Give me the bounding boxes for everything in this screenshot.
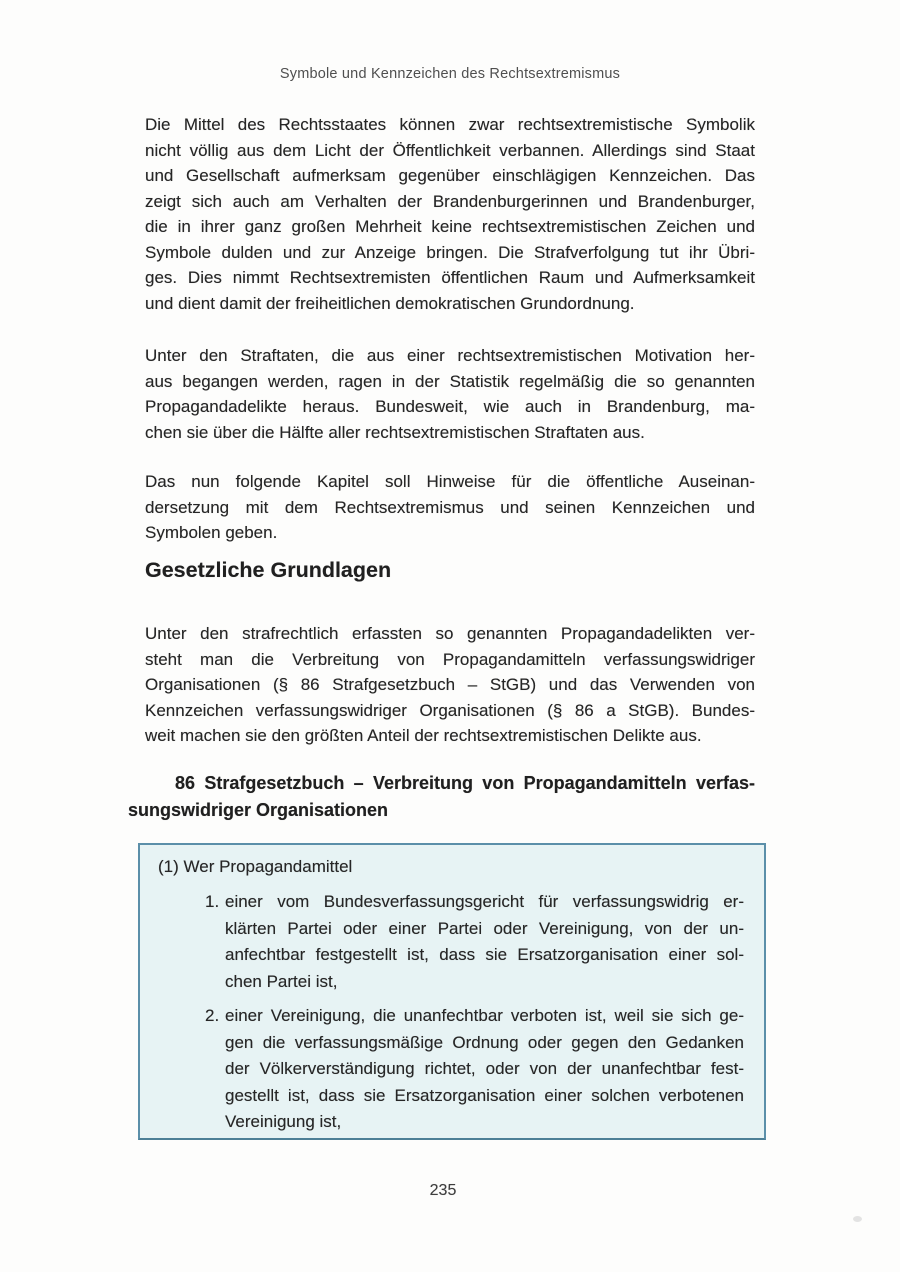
text-line: steht man die Verbreitung von Propagandamitteln verfassungswidriger bbox=[145, 649, 755, 669]
paragraph-propagandadelikte bbox=[145, 621, 755, 749]
text-line: aus begangen werden, ragen in der Statistik regelmäßig die so genannten bbox=[145, 371, 755, 391]
text-line: anfechtbar festgestellt ist, dass sie Ersatzorganisation einer sol- bbox=[225, 945, 744, 964]
text-line: Organisationen (§ 86 Strafgesetzbuch – StGB) und das Verwenden von bbox=[145, 675, 755, 694]
text-line: weit machen sie den größten Anteil der rechtsextremistischen Delikte aus. bbox=[145, 726, 702, 745]
text-line: Unter den Straftaten, die aus einer rechtsextremistischen Motivation her- bbox=[145, 346, 755, 365]
text-line: und dient damit der freiheitlichen demokratischen Grundordnung. bbox=[145, 293, 635, 313]
text-line: einer vom Bundesverfassungsgericht für verfassungswidrig er- bbox=[225, 892, 744, 911]
text-line: Vereinigung ist, bbox=[225, 1112, 342, 1131]
paragraph-intro bbox=[145, 112, 755, 316]
text-line: Symbole dulden und zur Anzeige bringen. Die Strafverfolgung tut ihr Übri- bbox=[145, 242, 755, 262]
text-line: Unter den strafrechtlich erfassten so genannten Propagandadelikten ver- bbox=[145, 624, 755, 643]
paragraph-straftaten bbox=[145, 343, 755, 445]
text-line: klärten Partei oder einer Partei oder Vereinigung, von der un- bbox=[225, 918, 744, 938]
text-line: Die Mittel des Rechtsstaates können zwar rechtsextremistische Symbolik bbox=[145, 115, 755, 134]
text-line: Propagandadelikte heraus. Bundesweit, wie auch in Brandenburg, ma- bbox=[145, 397, 755, 416]
text-line: Das nun folgende Kapitel soll Hinweise für die öffentliche Auseinan- bbox=[145, 472, 755, 491]
text-line: gestellt ist, dass sie Ersatzorganisation einer solchen verbotenen bbox=[225, 1085, 744, 1105]
page-number: 235 bbox=[429, 1182, 457, 1199]
text-line: die in ihrer ganz großen Mehrheit keine rechtsextremistischen Zeichen und bbox=[145, 217, 755, 236]
text-line: ges. Dies nimmt Rechtsextremisten öffentlichen Raum und Aufmerksamkeit bbox=[145, 268, 755, 287]
text-line: 86 Strafgesetzbuch – Verbreitung von Propagandamitteln verfas- bbox=[175, 773, 755, 793]
text-line: zeigt sich auch am Verhalten der Brandenburgerinnen und Brandenburger, bbox=[145, 191, 755, 211]
law-item-text bbox=[225, 889, 744, 995]
paragraph-kapitel bbox=[145, 469, 755, 546]
text-line: nicht völlig aus dem Licht der Öffentlichkeit verbannen. Allerdings sind Staat bbox=[145, 140, 755, 160]
law-item-number: 2. bbox=[205, 1006, 220, 1025]
text-line: und Gesellschaft aufmerksam gegenüber einschlägigen Kennzeichen. Das bbox=[145, 166, 755, 185]
text-line: einer Vereinigung, die unanfechtbar verboten ist, weil sie sich ge- bbox=[225, 1006, 744, 1025]
text-line: Kennzeichen verfassungswidriger Organisationen (§ 86 a StGB). Bundes- bbox=[145, 700, 755, 720]
text-line: chen sie über die Hälfte aller rechtsextremistischen Straftaten aus. bbox=[145, 422, 645, 442]
law-item-text bbox=[225, 1003, 744, 1136]
law-items bbox=[158, 889, 744, 1136]
law-item bbox=[158, 1003, 744, 1136]
text-line: sungswidriger Organisationen bbox=[128, 800, 389, 820]
running-header: Symbole und Kennzeichen des Rechtsextremismus bbox=[279, 66, 621, 82]
text-line: der Völkerverständigung richtet, oder von der unanfechtbar fest- bbox=[225, 1059, 744, 1078]
law-item-number: 1. bbox=[205, 892, 220, 911]
text-line: dersetzung mit dem Rechtsextremismus und seinen Kennzeichen und bbox=[145, 497, 755, 517]
law-item bbox=[158, 889, 744, 995]
text-line: chen Partei ist, bbox=[225, 971, 338, 991]
law-subheading bbox=[128, 770, 755, 824]
section-heading: Gesetzliche Grundlagen bbox=[145, 558, 392, 582]
text-line: gen die verfassungsmäßige Ordnung oder gegen den Gedanken bbox=[225, 1032, 744, 1052]
text-line: Symbolen geben. bbox=[145, 523, 278, 542]
scan-artifact bbox=[853, 1216, 862, 1222]
law-intro: (1) Wer Propagandamittel bbox=[158, 857, 353, 876]
law-text-box bbox=[138, 843, 766, 1140]
